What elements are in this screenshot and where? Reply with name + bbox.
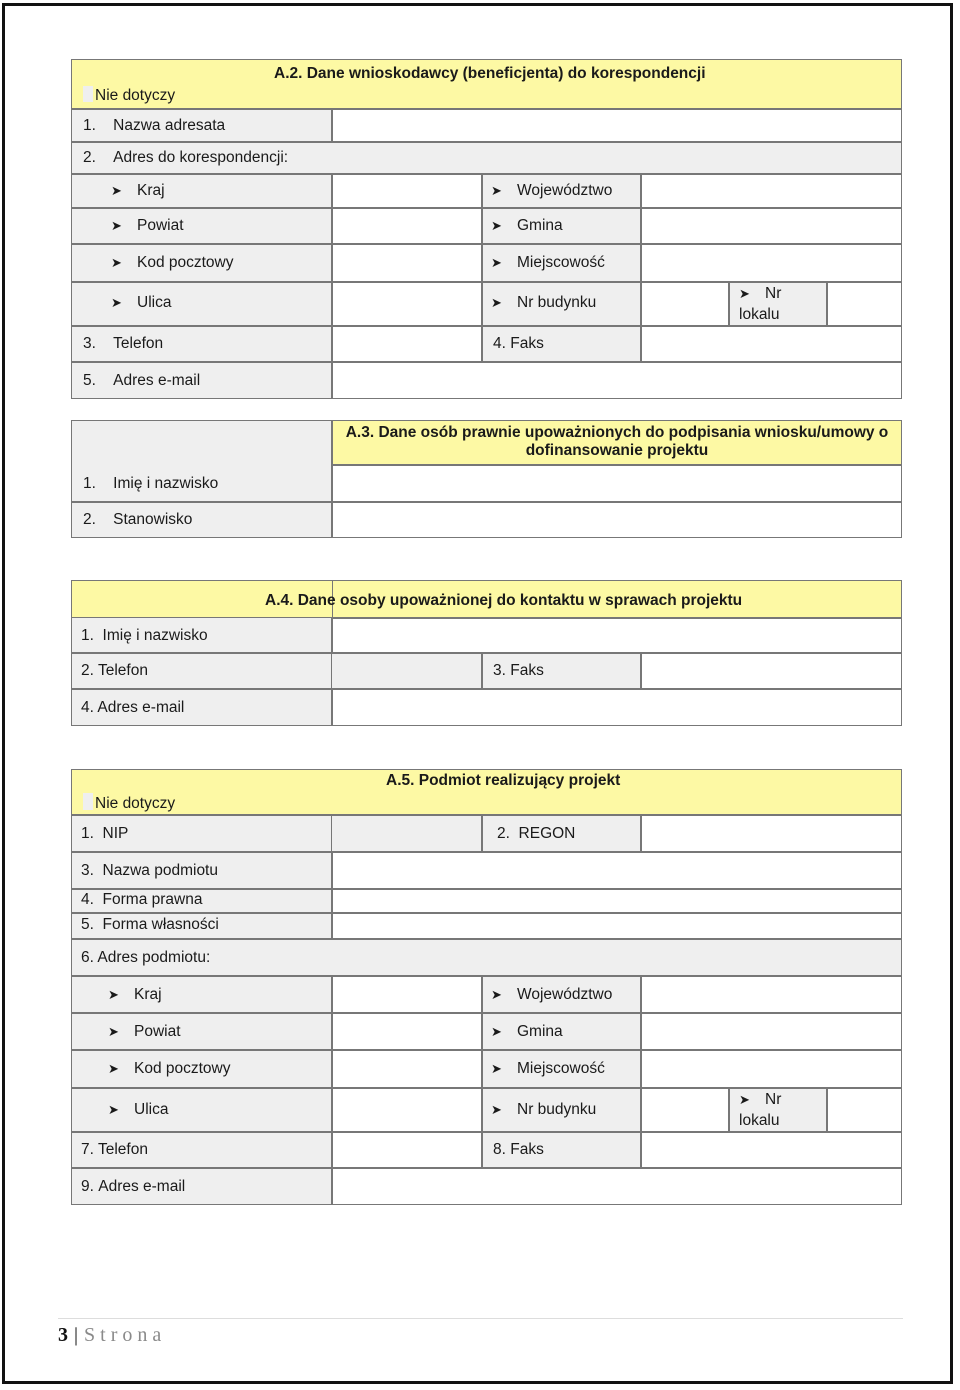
arrowhead-bullet-icon: ➤ — [108, 1061, 119, 1076]
legal-form-label: 4. Forma prawna — [81, 891, 203, 908]
arrowhead-bullet-icon: ➤ — [739, 286, 750, 301]
arrowhead-bullet-icon: ➤ — [491, 1024, 502, 1039]
a5-postal-code-label: ➤ Kod pocztowy — [108, 1060, 231, 1077]
arrowhead-bullet-icon: ➤ — [491, 183, 502, 198]
section-a4-title: A.4. Dane osoby upoważnionej do kontaktu w sprawach projektu — [265, 592, 743, 609]
regon-field[interactable] — [641, 815, 902, 852]
a3-position-label: 2. Stanowisko — [83, 511, 193, 528]
entity-name-field[interactable] — [332, 852, 902, 889]
a4-fax-field[interactable] — [641, 653, 902, 689]
a5-fax-field[interactable] — [641, 1132, 902, 1168]
arrowhead-bullet-icon: ➤ — [111, 255, 122, 270]
a5-building-no-label: ➤ Nr budynku — [491, 1101, 597, 1118]
arrowhead-bullet-icon: ➤ — [108, 987, 119, 1002]
a4-name-field[interactable] — [332, 618, 902, 653]
a5-commune-field[interactable] — [641, 1013, 902, 1050]
postal-code-label: ➤ Kod pocztowy — [111, 254, 234, 271]
a4-phone-field[interactable] — [332, 653, 482, 689]
page-number — [58, 1324, 166, 1347]
page-word: Strona — [84, 1324, 167, 1346]
a5-voivodeship-label: ➤ Województwo — [491, 986, 613, 1003]
arrowhead-bullet-icon: ➤ — [491, 218, 502, 233]
arrowhead-bullet-icon: ➤ — [491, 295, 502, 310]
a5-phone-label: 7. Telefon — [81, 1141, 148, 1158]
a5-unit-no-field[interactable] — [827, 1088, 902, 1132]
addressee-name-label: 1. Nazwa adresata — [83, 117, 226, 134]
locality-label: ➤ Miejscowość — [491, 254, 605, 271]
a5-voivodeship-field[interactable] — [641, 976, 902, 1013]
phone-field[interactable] — [332, 326, 482, 362]
a5-commune-label: ➤ Gmina — [491, 1023, 563, 1040]
a5-postal-code-field[interactable] — [332, 1050, 482, 1088]
street-field[interactable] — [332, 282, 482, 326]
unit-no-field[interactable] — [827, 282, 902, 326]
arrowhead-bullet-icon: ➤ — [111, 218, 122, 233]
section-a2-title: A.2. Dane wnioskodawcy (beneficjenta) do korespondencji — [274, 65, 706, 82]
page-number-value: 3 — [58, 1324, 68, 1346]
arrowhead-bullet-icon: ➤ — [491, 1102, 502, 1117]
fax-field[interactable] — [641, 326, 902, 362]
regon-label: 2. REGON — [497, 825, 576, 842]
county-label: ➤ Powiat — [111, 217, 184, 234]
a3-name-label: 1. Imię i nazwisko — [83, 475, 219, 492]
postal-code-field[interactable] — [332, 244, 482, 282]
a5-locality-field[interactable] — [641, 1050, 902, 1088]
commune-label: ➤ Gmina — [491, 217, 563, 234]
a5-country-field[interactable] — [332, 976, 482, 1013]
voivodeship-field[interactable] — [641, 174, 902, 208]
ownership-form-label: 5. Forma własności — [81, 916, 219, 933]
not-applicable-checkbox-icon[interactable] — [83, 86, 93, 102]
commune-field[interactable] — [641, 208, 902, 244]
a4-fax-label: 3. Faks — [493, 662, 544, 679]
section-a5-title: A.5. Podmiot realizujący projekt — [386, 772, 621, 789]
email-label: 5. Adres e-mail — [83, 372, 201, 389]
a5-email-field[interactable] — [332, 1168, 902, 1205]
a5-unit-no-label: ➤ Nr lokalu — [739, 1091, 782, 1129]
arrowhead-bullet-icon: ➤ — [739, 1092, 750, 1107]
arrowhead-bullet-icon: ➤ — [491, 255, 502, 270]
building-no-label: ➤ Nr budynku — [491, 294, 597, 311]
voivodeship-label: ➤ Województwo — [491, 182, 613, 199]
a4-email-label: 4. Adres e-mail — [81, 699, 185, 716]
not-applicable-label: Nie dotyczy — [95, 87, 176, 104]
a4-name-label: 1. Imię i nazwisko — [81, 627, 208, 644]
a5-locality-label: ➤ Miejscowość — [491, 1060, 605, 1077]
addressee-name-field[interactable] — [332, 109, 902, 142]
a4-phone-label: 2. Telefon — [81, 662, 148, 679]
locality-field[interactable] — [641, 244, 902, 282]
a3-position-field[interactable] — [332, 502, 902, 538]
email-field[interactable] — [332, 362, 902, 399]
legal-form-field[interactable] — [332, 889, 902, 913]
arrowhead-bullet-icon: ➤ — [108, 1024, 119, 1039]
country-field[interactable] — [332, 174, 482, 208]
a5-phone-field[interactable] — [332, 1132, 482, 1168]
a5-not-applicable-checkbox-icon[interactable] — [83, 793, 93, 810]
a5-street-label: ➤ Ulica — [108, 1101, 169, 1118]
nip-field[interactable] — [332, 815, 482, 852]
entity-name-label: 3. Nazwa podmiotu — [81, 862, 218, 879]
arrowhead-bullet-icon: ➤ — [491, 1061, 502, 1076]
footer-rule — [58, 1318, 903, 1319]
arrowhead-bullet-icon: ➤ — [111, 295, 122, 310]
a5-not-applicable-label: Nie dotyczy — [95, 795, 176, 812]
spacer — [903, 280, 913, 330]
county-field[interactable] — [332, 208, 482, 244]
section-a3-title: A.3. Dane osób prawnie upoważnionych do podpisania wniosku/umowy o dofinansowanie projektu — [345, 424, 889, 459]
building-no-field[interactable] — [641, 282, 729, 326]
a4-email-field[interactable] — [332, 689, 902, 726]
ownership-form-field[interactable] — [332, 913, 902, 939]
nip-label: 1. NIP — [81, 825, 129, 842]
a5-fax-label: 8. Faks — [493, 1141, 544, 1158]
a5-address-header-label: 6. Adres podmiotu: — [81, 949, 211, 966]
arrowhead-bullet-icon: ➤ — [108, 1102, 119, 1117]
a5-county-label: ➤ Powiat — [108, 1023, 181, 1040]
address-header-label: 2. Adres do korespondencji: — [83, 149, 289, 166]
a5-building-no-field[interactable] — [641, 1088, 729, 1132]
a5-email-label: 9. Adres e-mail — [81, 1178, 186, 1195]
arrowhead-bullet-icon: ➤ — [111, 183, 122, 198]
arrowhead-bullet-icon: ➤ — [491, 987, 502, 1002]
a3-name-field[interactable] — [332, 465, 902, 502]
fax-label: 4. Faks — [493, 335, 544, 352]
a5-county-field[interactable] — [332, 1013, 482, 1050]
country-label: ➤ Kraj — [111, 182, 165, 199]
unit-no-label: ➤ Nr lokalu — [739, 285, 782, 323]
page-number-separator: | — [74, 1324, 79, 1346]
street-label: ➤ Ulica — [111, 294, 172, 311]
phone-label: 3. Telefon — [83, 335, 164, 352]
a5-country-label: ➤ Kraj — [108, 986, 162, 1003]
a5-street-field[interactable] — [332, 1088, 482, 1132]
